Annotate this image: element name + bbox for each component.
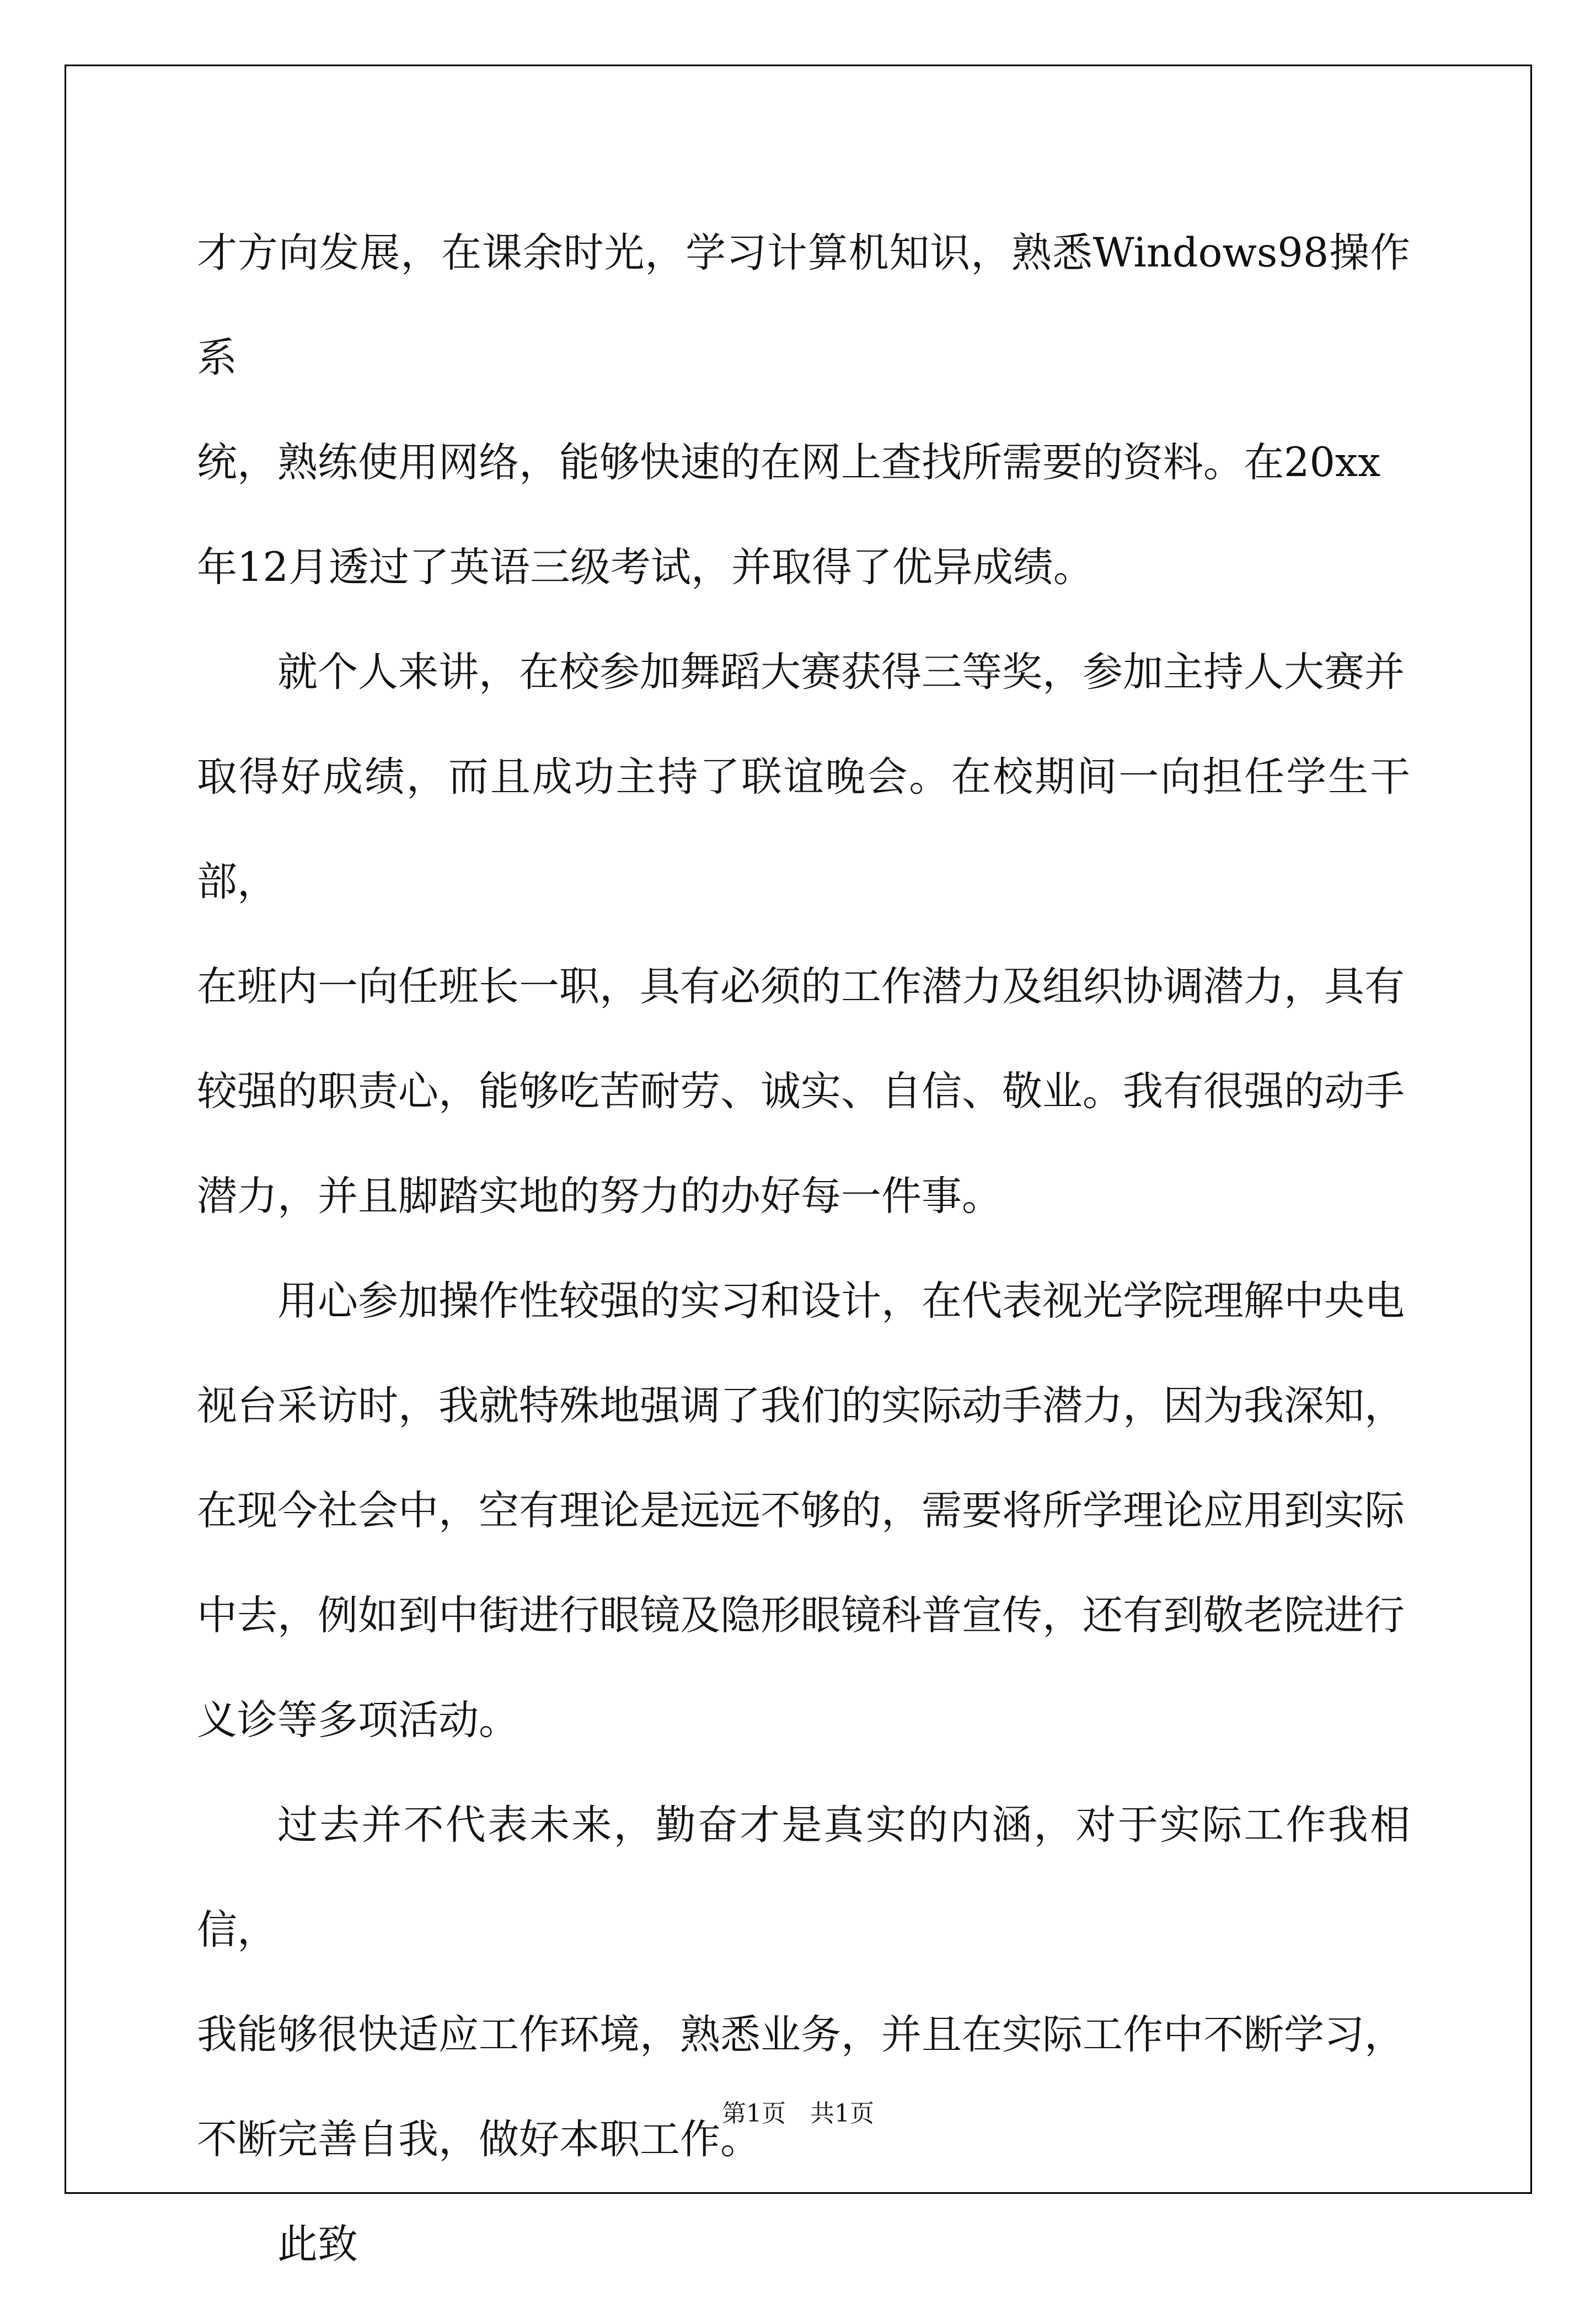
paragraph — [197, 1773, 1410, 2192]
text-line: 用心参加操作性较强的实习和设计，在代表视光学院理解中央电 — [277, 1278, 1405, 1324]
text-line: 过去并不代表未来，勤奋才是真实的内涵，对于实际工作我相信， — [197, 1802, 1410, 1953]
paragraph — [197, 620, 1410, 1249]
text-line: 才方向发展，在课余时光，学习计算机知识，熟悉Windows98操作系 — [197, 229, 1410, 381]
page-number: 第1页 共1页 — [722, 2100, 874, 2128]
text-line: 在现今社会中，空有理论是远远不够的，需要将所学理论应用到实际 — [197, 1487, 1405, 1534]
document-body — [197, 201, 1410, 2297]
paragraph — [197, 1249, 1410, 1773]
text-line: 不断完善自我，做好本职工作。 — [197, 2116, 760, 2163]
text-line: 在班内一向任班长一职，具有必须的工作潜力及组织协调潜力，具有 — [197, 963, 1405, 1010]
text-line: 较强的职责心，能够吃苦耐劳、诚实、自信、敬业。我有很强的动手 — [197, 1068, 1405, 1115]
text-line: 义诊等多项活动。 — [197, 1697, 519, 1744]
page-footer — [0, 2093, 1596, 2129]
text-line: 视台采访时，我就特殊地强调了我们的实际动手潜力，因为我深知， — [197, 1382, 1405, 1429]
text-line: 我能够很快适应工作环境，熟悉业务，并且在实际工作中不断学习， — [197, 2011, 1405, 2058]
text-line: 此致 — [277, 2221, 358, 2268]
text-line: 统，熟练使用网络，能够快速的在网上查找所需要的资料。在20xx — [197, 439, 1381, 486]
paragraph — [197, 201, 1410, 620]
text-line: 取得好成绩，而且成功主持了联谊晚会。在校期间一向担任学生干部， — [197, 754, 1410, 905]
closing-salutation — [197, 2192, 1410, 2297]
text-line: 潜力，并且脚踏实地的努力的办好每一件事。 — [197, 1173, 1002, 1220]
text-line: 中去，例如到中街进行眼镜及隐形眼镜科普宣传，还有到敬老院进行 — [197, 1592, 1405, 1639]
text-line: 就个人来讲，在校参加舞蹈大赛获得三等奖，参加主持人大赛并 — [277, 649, 1405, 696]
text-line: 年12月透过了英语三级考试，并取得了优异成绩。 — [197, 544, 1094, 591]
